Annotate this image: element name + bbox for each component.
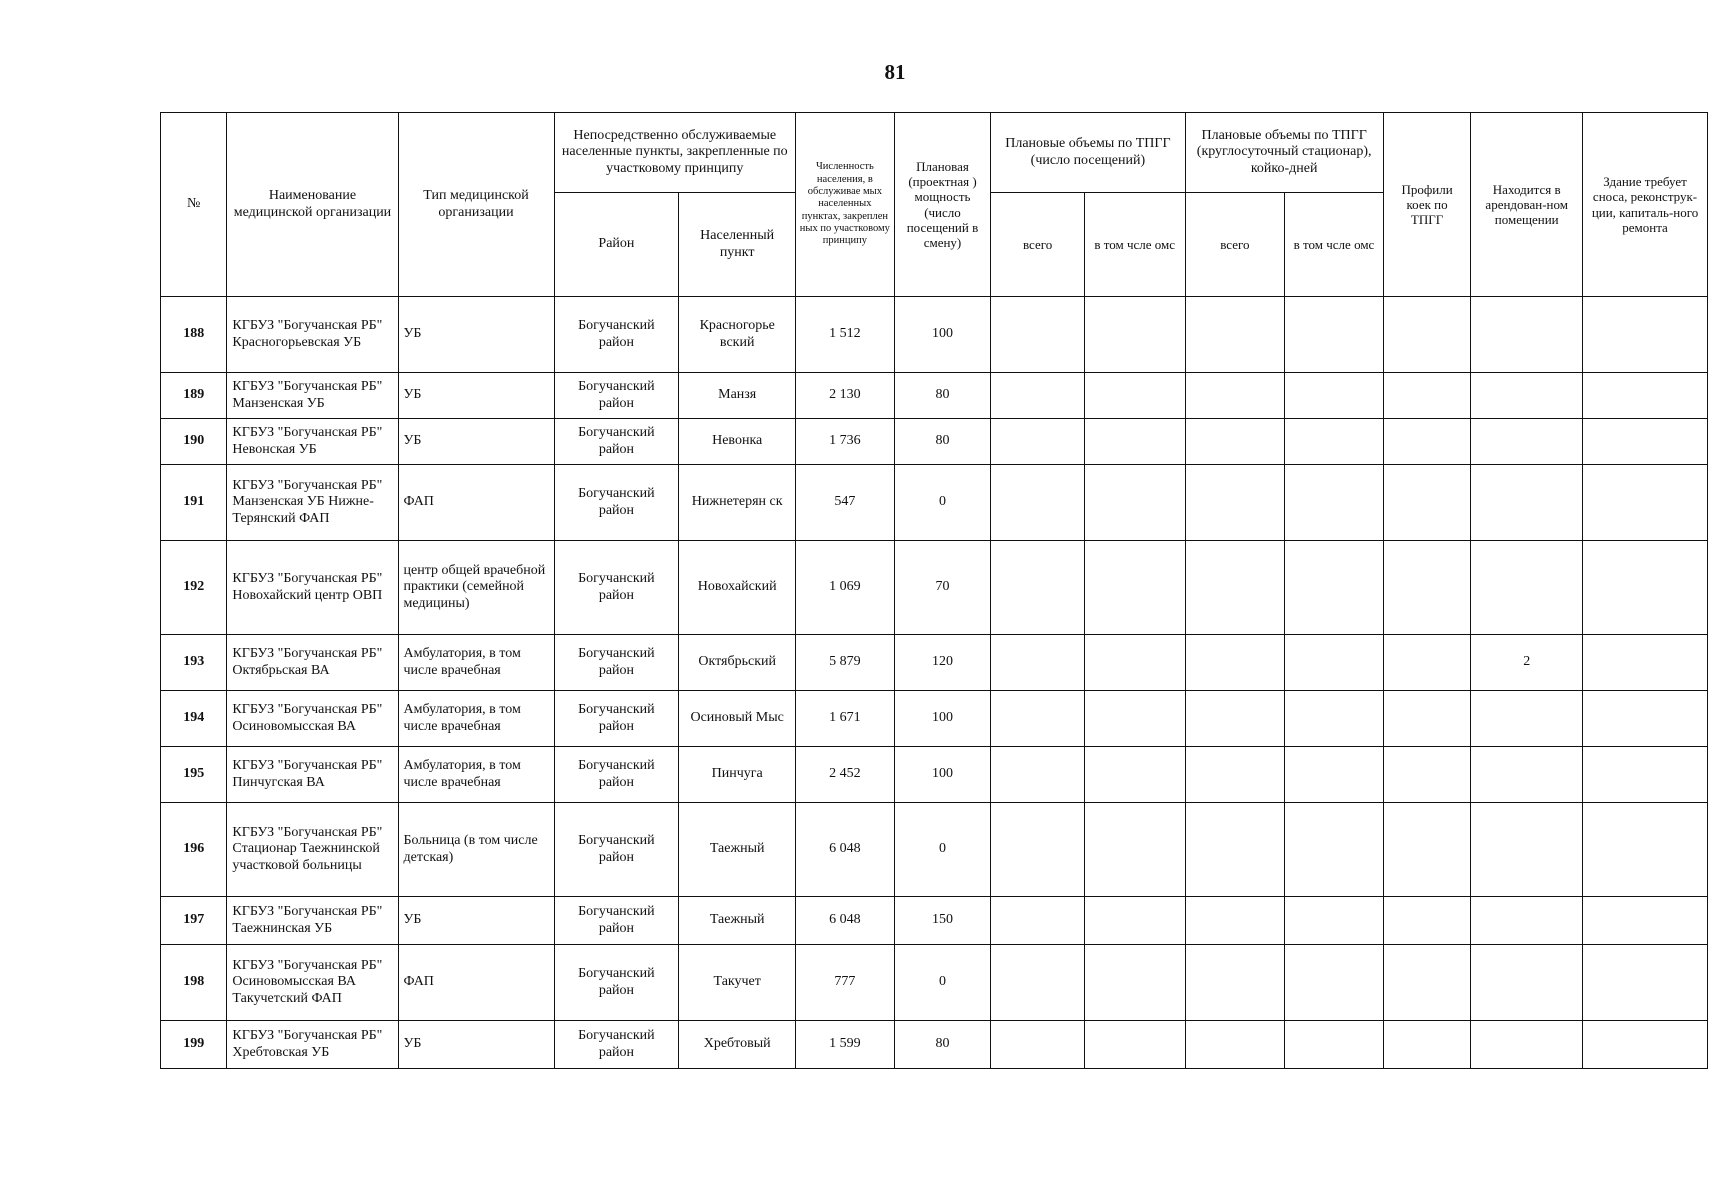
cell-org-name: КГБУЗ "Богучанская РБ" Стационар Таежнинской участковой больницы — [227, 803, 398, 897]
col-header-visits-oms: в том чсле омс — [1084, 193, 1185, 297]
cell-inpatient-total — [1185, 945, 1285, 1021]
cell-num: 198 — [161, 945, 227, 1021]
col-header-population: Численность населения, в обслуживае мых населенных пунктах, закреплен ных по участковому принципу — [796, 113, 895, 297]
cell-org-name: КГБУЗ "Богучанская РБ" Октябрьская ВА — [227, 635, 398, 691]
cell-org-name: КГБУЗ "Богучанская РБ" Манзенская УБ Нижне-Терянский ФАП — [227, 465, 398, 541]
cell-num: 191 — [161, 465, 227, 541]
cell-district: Богучанский район — [554, 541, 679, 635]
table-row — [161, 419, 1708, 465]
cell-visits-oms — [1084, 803, 1185, 897]
cell-settlement: Невонка — [679, 419, 796, 465]
cell-demolition — [1583, 945, 1708, 1021]
cell-visits-total — [991, 1021, 1085, 1069]
cell-inpatient-total — [1185, 297, 1285, 373]
cell-inpatient-oms — [1285, 419, 1384, 465]
col-header-demolition: Здание требует сноса, реконструк-ции, капиталь-ного ремонта — [1583, 113, 1708, 297]
col-header-org-type: Тип медицинской организации — [398, 113, 554, 297]
cell-population: 5 879 — [796, 635, 895, 691]
table-row — [161, 465, 1708, 541]
cell-org-name: КГБУЗ "Богучанская РБ" Невонская УБ — [227, 419, 398, 465]
cell-inpatient-oms — [1285, 897, 1384, 945]
cell-district: Богучанский район — [554, 419, 679, 465]
col-header-inpatient: Плановые объемы по ТПГГ (круглосуточный стационар), койко-дней — [1185, 113, 1383, 193]
cell-num: 192 — [161, 541, 227, 635]
table-body — [161, 297, 1708, 1069]
cell-capacity: 80 — [894, 373, 991, 419]
cell-visits-oms — [1084, 373, 1185, 419]
cell-visits-oms — [1084, 897, 1185, 945]
cell-capacity: 100 — [894, 747, 991, 803]
cell-inpatient-total — [1185, 541, 1285, 635]
cell-inpatient-total — [1185, 897, 1285, 945]
cell-rented — [1471, 747, 1583, 803]
cell-population: 1 069 — [796, 541, 895, 635]
cell-num: 189 — [161, 373, 227, 419]
cell-num: 190 — [161, 419, 227, 465]
cell-visits-total — [991, 297, 1085, 373]
cell-num: 199 — [161, 1021, 227, 1069]
cell-org-type: УБ — [398, 1021, 554, 1069]
table-row — [161, 945, 1708, 1021]
cell-capacity: 80 — [894, 1021, 991, 1069]
cell-rented — [1471, 945, 1583, 1021]
col-header-settlement: Населенный пункт — [679, 193, 796, 297]
col-header-district: Район — [554, 193, 679, 297]
cell-bed-profiles — [1383, 1021, 1471, 1069]
cell-bed-profiles — [1383, 691, 1471, 747]
col-header-inpatient-oms: в том чсле омс — [1285, 193, 1384, 297]
cell-bed-profiles — [1383, 419, 1471, 465]
cell-visits-total — [991, 373, 1085, 419]
cell-visits-oms — [1084, 419, 1185, 465]
cell-bed-profiles — [1383, 747, 1471, 803]
cell-settlement: Таежный — [679, 897, 796, 945]
cell-population: 1 671 — [796, 691, 895, 747]
cell-visits-total — [991, 945, 1085, 1021]
cell-inpatient-total — [1185, 1021, 1285, 1069]
cell-district: Богучанский район — [554, 465, 679, 541]
cell-org-name: КГБУЗ "Богучанская РБ" Таежнинская УБ — [227, 897, 398, 945]
cell-rented — [1471, 541, 1583, 635]
cell-population: 6 048 — [796, 803, 895, 897]
table-row — [161, 747, 1708, 803]
cell-inpatient-oms — [1285, 541, 1384, 635]
cell-visits-oms — [1084, 945, 1185, 1021]
cell-org-type: центр общей врачебной практики (семейной медицины) — [398, 541, 554, 635]
cell-visits-total — [991, 897, 1085, 945]
cell-bed-profiles — [1383, 541, 1471, 635]
cell-rented — [1471, 691, 1583, 747]
cell-org-name: КГБУЗ "Богучанская РБ" Пинчугская ВА — [227, 747, 398, 803]
cell-visits-total — [991, 419, 1085, 465]
cell-bed-profiles — [1383, 465, 1471, 541]
cell-num: 197 — [161, 897, 227, 945]
cell-inpatient-oms — [1285, 465, 1384, 541]
cell-inpatient-oms — [1285, 373, 1384, 419]
cell-population: 1 736 — [796, 419, 895, 465]
cell-org-type: Амбулатория, в том числе врачебная — [398, 747, 554, 803]
cell-district: Богучанский район — [554, 897, 679, 945]
cell-inpatient-oms — [1285, 945, 1384, 1021]
cell-org-type: УБ — [398, 897, 554, 945]
cell-visits-oms — [1084, 1021, 1185, 1069]
cell-capacity: 150 — [894, 897, 991, 945]
table-row — [161, 897, 1708, 945]
cell-district: Богучанский район — [554, 1021, 679, 1069]
cell-visits-oms — [1084, 297, 1185, 373]
cell-district: Богучанский район — [554, 373, 679, 419]
cell-rented — [1471, 465, 1583, 541]
cell-bed-profiles — [1383, 635, 1471, 691]
cell-settlement: Новохайский — [679, 541, 796, 635]
cell-org-name: КГБУЗ "Богучанская РБ" Осиновомысская ВА Такучетский ФАП — [227, 945, 398, 1021]
cell-rented — [1471, 297, 1583, 373]
col-header-visits: Плановые объемы по ТПГГ (число посещений) — [991, 113, 1185, 193]
cell-num: 193 — [161, 635, 227, 691]
cell-settlement: Такучет — [679, 945, 796, 1021]
cell-rented — [1471, 419, 1583, 465]
cell-inpatient-total — [1185, 465, 1285, 541]
cell-capacity: 70 — [894, 541, 991, 635]
cell-demolition — [1583, 419, 1708, 465]
cell-rented — [1471, 803, 1583, 897]
table-row — [161, 541, 1708, 635]
cell-settlement: Хребтовый — [679, 1021, 796, 1069]
cell-inpatient-total — [1185, 373, 1285, 419]
cell-visits-oms — [1084, 541, 1185, 635]
cell-demolition — [1583, 465, 1708, 541]
cell-visits-oms — [1084, 691, 1185, 747]
medical-organizations-table — [160, 112, 1708, 1069]
cell-settlement: Осиновый Мыс — [679, 691, 796, 747]
cell-num: 195 — [161, 747, 227, 803]
cell-population: 2 130 — [796, 373, 895, 419]
cell-bed-profiles — [1383, 945, 1471, 1021]
cell-visits-total — [991, 465, 1085, 541]
col-header-inpatient-total: всего — [1185, 193, 1285, 297]
col-header-rented: Находится в арендован-ном помещении — [1471, 113, 1583, 297]
cell-inpatient-oms — [1285, 635, 1384, 691]
table-row — [161, 635, 1708, 691]
cell-inpatient-total — [1185, 419, 1285, 465]
cell-bed-profiles — [1383, 373, 1471, 419]
cell-demolition — [1583, 691, 1708, 747]
cell-district: Богучанский район — [554, 747, 679, 803]
cell-org-type: УБ — [398, 373, 554, 419]
cell-capacity: 80 — [894, 419, 991, 465]
col-header-num: № — [161, 113, 227, 297]
cell-rented — [1471, 897, 1583, 945]
table-row — [161, 297, 1708, 373]
cell-org-type: ФАП — [398, 465, 554, 541]
cell-rented — [1471, 373, 1583, 419]
cell-inpatient-total — [1185, 803, 1285, 897]
col-header-visits-total: всего — [991, 193, 1085, 297]
cell-visits-oms — [1084, 747, 1185, 803]
cell-bed-profiles — [1383, 297, 1471, 373]
cell-inpatient-oms — [1285, 691, 1384, 747]
cell-num: 196 — [161, 803, 227, 897]
cell-settlement: Пинчуга — [679, 747, 796, 803]
col-header-bed-profiles: Профили коек по ТПГГ — [1383, 113, 1471, 297]
cell-district: Богучанский район — [554, 691, 679, 747]
cell-org-name: КГБУЗ "Богучанская РБ" Хребтовская УБ — [227, 1021, 398, 1069]
table-row — [161, 691, 1708, 747]
cell-population: 2 452 — [796, 747, 895, 803]
cell-demolition — [1583, 373, 1708, 419]
cell-org-name: КГБУЗ "Богучанская РБ" Манзенская УБ — [227, 373, 398, 419]
cell-visits-oms — [1084, 635, 1185, 691]
cell-district: Богучанский район — [554, 803, 679, 897]
cell-demolition — [1583, 297, 1708, 373]
cell-district: Богучанский район — [554, 945, 679, 1021]
cell-visits-total — [991, 691, 1085, 747]
cell-org-type: ФАП — [398, 945, 554, 1021]
cell-rented — [1471, 1021, 1583, 1069]
table-row — [161, 373, 1708, 419]
cell-capacity: 0 — [894, 465, 991, 541]
cell-demolition — [1583, 635, 1708, 691]
cell-rented: 2 — [1471, 635, 1583, 691]
cell-inpatient-oms — [1285, 297, 1384, 373]
cell-inpatient-oms — [1285, 747, 1384, 803]
cell-settlement: Манзя — [679, 373, 796, 419]
page-number: 81 — [884, 60, 906, 84]
table-row — [161, 1021, 1708, 1069]
cell-inpatient-total — [1185, 635, 1285, 691]
cell-capacity: 120 — [894, 635, 991, 691]
cell-inpatient-oms — [1285, 1021, 1384, 1069]
table-row — [161, 803, 1708, 897]
cell-demolition — [1583, 541, 1708, 635]
cell-org-type: УБ — [398, 419, 554, 465]
cell-demolition — [1583, 897, 1708, 945]
cell-population: 1 512 — [796, 297, 895, 373]
cell-settlement: Красногорье вский — [679, 297, 796, 373]
table-header — [161, 113, 1708, 297]
cell-num: 188 — [161, 297, 227, 373]
cell-org-type: Больница (в том числе детская) — [398, 803, 554, 897]
cell-visits-total — [991, 803, 1085, 897]
cell-org-name: КГБУЗ "Богучанская РБ" Осиновомысская ВА — [227, 691, 398, 747]
cell-visits-total — [991, 635, 1085, 691]
cell-demolition — [1583, 803, 1708, 897]
cell-capacity: 100 — [894, 691, 991, 747]
cell-org-name: КГБУЗ "Богучанская РБ" Новохайский центр ОВП — [227, 541, 398, 635]
cell-district: Богучанский район — [554, 297, 679, 373]
cell-visits-oms — [1084, 465, 1185, 541]
cell-population: 1 599 — [796, 1021, 895, 1069]
cell-district: Богучанский район — [554, 635, 679, 691]
cell-settlement: Нижнетерян ск — [679, 465, 796, 541]
cell-visits-total — [991, 747, 1085, 803]
col-header-served-points: Непосредственно обслуживаемые населенные пункты, закрепленные по участковому принципу — [554, 113, 796, 193]
col-header-org-name: Наименование медицинской организации — [227, 113, 398, 297]
cell-population: 547 — [796, 465, 895, 541]
cell-inpatient-oms — [1285, 803, 1384, 897]
cell-capacity: 0 — [894, 803, 991, 897]
cell-org-name: КГБУЗ "Богучанская РБ" Красногорьевская УБ — [227, 297, 398, 373]
cell-visits-total — [991, 541, 1085, 635]
cell-population: 6 048 — [796, 897, 895, 945]
cell-demolition — [1583, 747, 1708, 803]
cell-bed-profiles — [1383, 803, 1471, 897]
cell-capacity: 0 — [894, 945, 991, 1021]
cell-bed-profiles — [1383, 897, 1471, 945]
cell-org-type: Амбулатория, в том числе врачебная — [398, 691, 554, 747]
cell-org-type: УБ — [398, 297, 554, 373]
cell-settlement: Октябрьский — [679, 635, 796, 691]
cell-settlement: Таежный — [679, 803, 796, 897]
cell-capacity: 100 — [894, 297, 991, 373]
col-header-capacity: Плановая (проектная ) мощность (число посещений в смену) — [894, 113, 991, 297]
cell-org-type: Амбулатория, в том числе врачебная — [398, 635, 554, 691]
cell-demolition — [1583, 1021, 1708, 1069]
cell-num: 194 — [161, 691, 227, 747]
cell-population: 777 — [796, 945, 895, 1021]
cell-inpatient-total — [1185, 747, 1285, 803]
cell-inpatient-total — [1185, 691, 1285, 747]
